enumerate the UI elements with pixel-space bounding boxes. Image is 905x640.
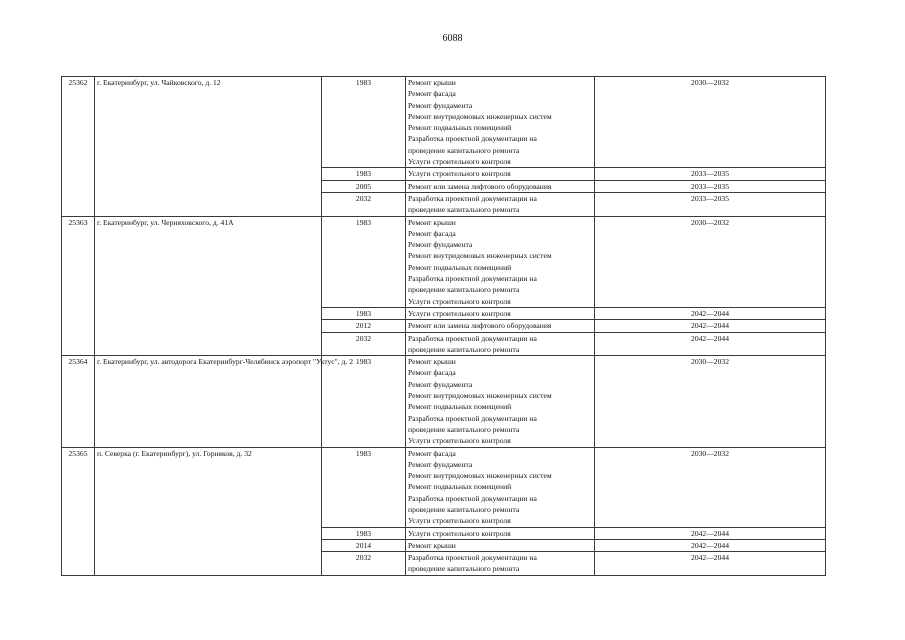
house-address-cell: г. Екатеринбург, ул. Черняховского, д. 41А: [95, 216, 322, 356]
work-type-cell: [406, 216, 595, 307]
year-cell: 2032: [322, 192, 406, 216]
work-item: проведение капитального ремонта: [408, 145, 520, 155]
work-item: Услуги строительного контроля: [408, 436, 511, 446]
work-item: Услуги строительного контроля: [408, 296, 511, 306]
planned-period-cell: 2030—2032: [595, 356, 826, 447]
year-cell: 1983: [322, 356, 406, 447]
planned-period-cell: 2042—2044: [595, 320, 826, 332]
planned-period-cell: 2042—2044: [595, 307, 826, 319]
table-body: [62, 77, 826, 576]
work-item: Ремонт фундамента: [408, 100, 473, 110]
work-item: Ремонт крыши: [408, 78, 456, 87]
work-item: Ремонт фасада: [408, 448, 456, 458]
work-item: Ремонт фасада: [408, 89, 456, 99]
work-type-cell: [406, 168, 595, 180]
work-type-cell: [406, 77, 595, 168]
year-cell: 2032: [322, 332, 406, 356]
house-id-cell: 25365: [62, 447, 95, 575]
page-number: 6088: [442, 33, 463, 44]
work-item: Ремонт фундамента: [408, 240, 473, 250]
work-type-cell: [406, 192, 595, 216]
work-item: Ремонт крыши: [408, 357, 456, 367]
planned-period-cell: 2042—2044: [595, 552, 826, 576]
work-item: Ремонт внутридомовых инженерных систем: [408, 111, 552, 121]
house-id-cell: 25362: [62, 77, 95, 217]
table-row: [62, 77, 826, 168]
work-item: Ремонт подвальных помещений: [408, 123, 512, 133]
work-item: Ремонт или замена лифтового оборудования: [408, 321, 552, 331]
year-cell: 2032: [322, 552, 406, 576]
work-item: Ремонт крыши: [408, 540, 456, 550]
year-cell: 1983: [322, 216, 406, 307]
work-item: Ремонт фасада: [408, 228, 456, 238]
table-row: [62, 216, 826, 307]
work-item: Разработка проектной документации на: [408, 193, 537, 203]
house-id-cell: 25363: [62, 216, 95, 356]
year-cell: 1983: [322, 527, 406, 539]
work-item: Ремонт подвальных помещений: [408, 482, 512, 492]
table-row: [62, 447, 826, 527]
work-item: проведение капитального ремонта: [408, 424, 520, 434]
work-item: Ремонт внутридомовых инженерных систем: [408, 251, 552, 261]
planned-period-cell: 2033—2035: [595, 180, 826, 192]
work-item: Ремонт или замена лифтового оборудования: [408, 181, 552, 191]
work-item: Ремонт подвальных помещений: [408, 402, 512, 412]
planned-period-cell: 2033—2035: [595, 192, 826, 216]
work-type-cell: [406, 332, 595, 356]
work-type-cell: [406, 539, 595, 551]
year-cell: 1983: [322, 307, 406, 319]
work-item: Разработка проектной документации на: [408, 274, 537, 284]
work-item: Разработка проектной документации на: [408, 493, 537, 503]
work-type-cell: [406, 447, 595, 527]
year-cell: 1983: [322, 447, 406, 527]
work-item: Ремонт фундамента: [408, 379, 473, 389]
house-address-cell: г. Екатеринбург, ул. Чайковского, д. 12: [95, 77, 322, 217]
work-type-cell: [406, 356, 595, 447]
work-item: Разработка проектной документации на: [408, 553, 537, 563]
work-item: проведение капитального ремонта: [408, 205, 520, 215]
work-item: Ремонт фасада: [408, 368, 456, 378]
planned-period-cell: 2030—2032: [595, 447, 826, 527]
work-item: проведение капитального ремонта: [408, 344, 520, 354]
work-item: Услуги строительного контроля: [408, 516, 511, 526]
table-row: [62, 356, 826, 447]
work-item: проведение капитального ремонта: [408, 285, 520, 295]
house-address-cell: г. Екатеринбург, ул. автодорога Екатеринбург-Челябинск аэропорт "Уктус", д. 2: [95, 356, 322, 447]
work-item: Разработка проектной документации на: [408, 333, 537, 343]
year-cell: 1983: [322, 168, 406, 180]
work-item: Разработка проектной документации на: [408, 413, 537, 423]
work-item: Услуги строительного контроля: [408, 169, 511, 179]
year-cell: 2005: [322, 180, 406, 192]
planned-period-cell: 2030—2032: [595, 77, 826, 168]
repair-schedule-table: [61, 76, 826, 576]
work-type-cell: [406, 320, 595, 332]
work-item: Ремонт внутридомовых инженерных систем: [408, 391, 552, 401]
work-type-cell: [406, 307, 595, 319]
planned-period-cell: 2033—2035: [595, 168, 826, 180]
work-item: Ремонт фундамента: [408, 459, 473, 469]
work-item: Услуги строительного контроля: [408, 157, 511, 167]
work-item: Ремонт внутридомовых инженерных систем: [408, 471, 552, 481]
house-address-cell: п. Северка (г. Екатеринбург), ул. Горняков, д. 32: [95, 447, 322, 575]
year-cell: 2014: [322, 539, 406, 551]
work-type-cell: [406, 527, 595, 539]
planned-period-cell: 2030—2032: [595, 216, 826, 307]
year-cell: 2012: [322, 320, 406, 332]
work-type-cell: [406, 180, 595, 192]
work-item: Ремонт крыши: [408, 217, 456, 227]
work-type-cell: [406, 552, 595, 576]
planned-period-cell: 2042—2044: [595, 332, 826, 356]
work-item: проведение капитального ремонта: [408, 564, 520, 574]
work-item: Разработка проектной документации на: [408, 134, 537, 144]
year-cell: 1983: [322, 77, 406, 168]
work-item: проведение капитального ремонта: [408, 504, 520, 514]
house-id-cell: 25364: [62, 356, 95, 447]
planned-period-cell: 2042—2044: [595, 539, 826, 551]
planned-period-cell: 2042—2044: [595, 527, 826, 539]
work-item: Ремонт подвальных помещений: [408, 262, 512, 272]
work-item: Услуги строительного контроля: [408, 308, 511, 318]
work-item: Услуги строительного контроля: [408, 528, 511, 538]
